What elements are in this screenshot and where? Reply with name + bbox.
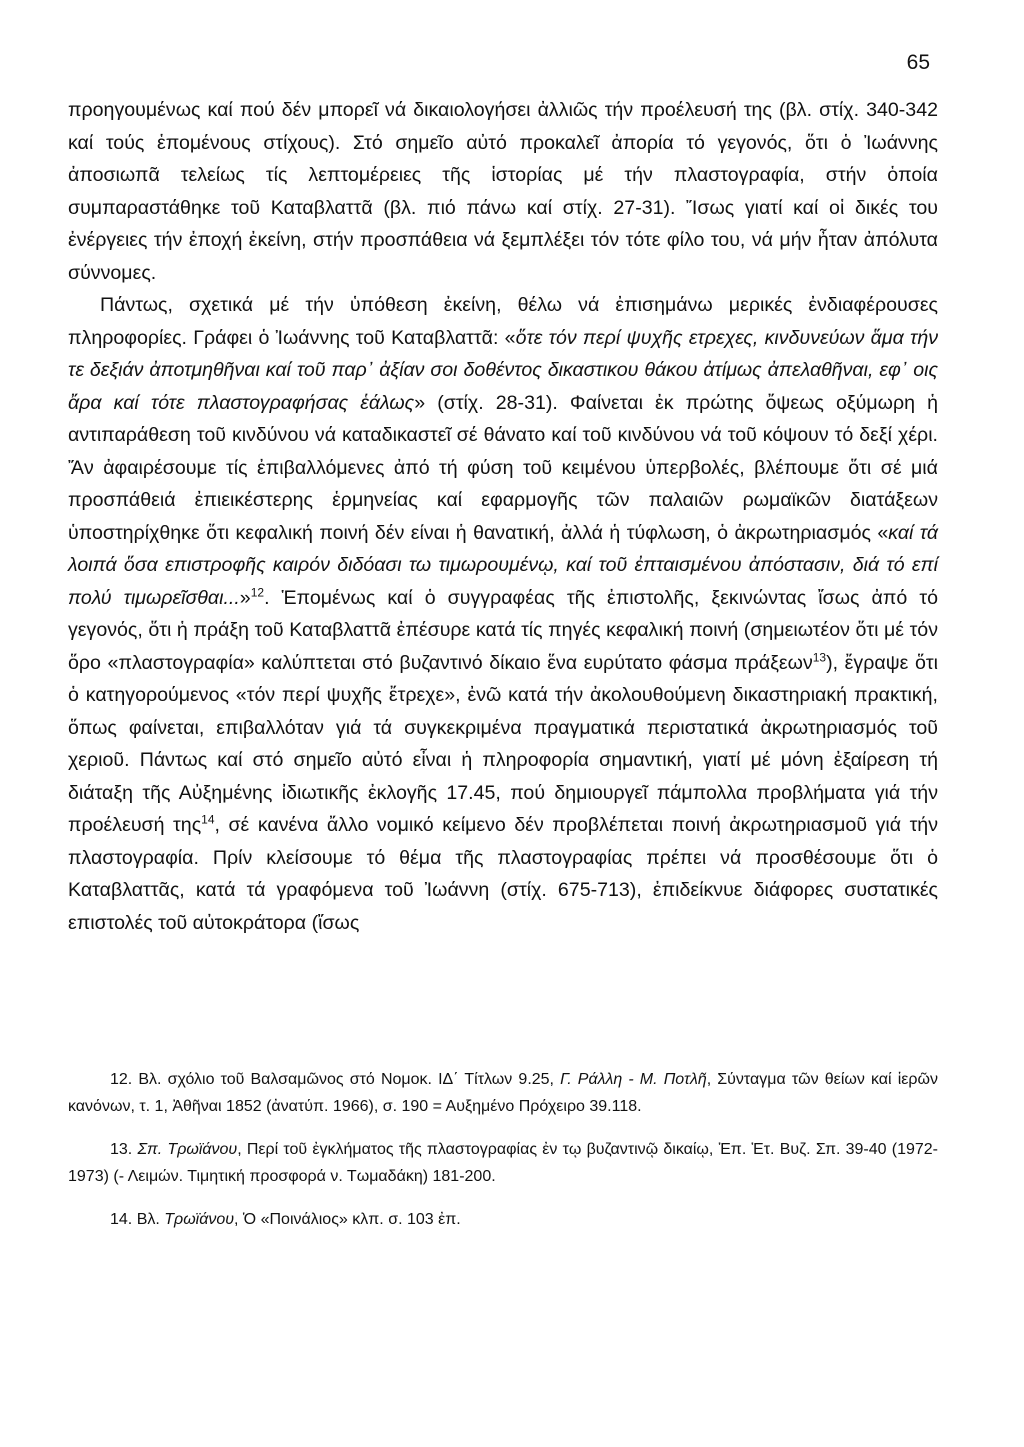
paragraph-1: προηγουμένως καί πού δέν μπορεῖ νά δικαιολογήσει ἀλλιῶς τήν προέλευσή της (βλ. στίχ. 340-342 καί τούς ἑπομένους στίχους). Στό σημεῖο αὐτό προκαλεῖ ἀπορία τό γεγονός, ὅτι ὁ Ἰωάννης ἀποσιωπᾶ τελείως τίς λεπτομέρειες τῆς ἱστορίας μέ τήν πλαστογραφία, στήν ὁποία συμπαραστάθηκε τοῦ Καταβλαττᾶ (βλ. πιό πάνω καί στίχ. 27-31). Ἴσως γιατί καί οἱ δικές του ἐνέργειες τήν ἐποχή ἐκείνη, στήν προσπάθεια νά ξεμπλέξει τόν τότε φίλο του, νά μήν ἦταν ἀπόλυτα σύννομες. bbox=[68, 99, 938, 284]
footnote-14 bbox=[68, 1206, 938, 1233]
paragraph-2-text-f: , σέ κανένα ἄλλο νομικό κείμενο δέν προβλέπεται ποινή ἀκρωτηριασμοῦ γιά τήν πλαστογραφία. Πρίν κλείσουμε τό θέμα τῆς πλαστογραφίας πρέπει νά προσθέσουμε ὅτι ὁ Καταβλαττᾶς, κατά τά γραφόμενα τοῦ Ἰωάννη (στίχ. 675-713), ἐπιδείκνυε διάφορες συστατικές επιστολές τοῦ αὐτοκράτορα (ἴσως bbox=[68, 814, 939, 934]
footnote-12-authors: Γ. Ράλλη - Μ. Ποτλῆ bbox=[560, 1071, 707, 1088]
footnote-ref-12: 12 bbox=[250, 584, 265, 599]
footnotes bbox=[68, 1066, 938, 1249]
body-text bbox=[68, 94, 938, 939]
paragraph-2-text-c: » bbox=[239, 586, 251, 609]
footnote-14-text-c: , Ὁ «Ποινάλιος» κλπ. σ. 103 ἐπ. bbox=[234, 1211, 461, 1228]
quotation-1: ὅτε τόν περί ψυχῆς ετρεχες, κινδυνεύων ἅμα τήν τε δεξιάν ἀποτμηθῆναι καί τοῦ παρ᾿ ἀξίαν σοι δοθέντος δικαστικου θάκου ἀτίμως ἀπελαθῆναι, εφ᾿ οις ἄρα καί τότε πλαστογραφήσας ἑάλως bbox=[68, 326, 938, 414]
quotation-2: καί τά λοιπά ὅσα επιστροφῆς καιρόν διδόασι τω τιμωρουμένῳ, καί τοῦ ἐπταισμένου ἀπόστασιν, διά τό επί πολύ τιμωρεῖσθαι... bbox=[68, 521, 938, 609]
paragraph-2 bbox=[68, 289, 938, 939]
paragraph-2-text-e: ), ἔγραψε ὅτι ὁ κατηγορούμενος «τόν περί ψυχῆς ἔτρεχε», ἐνῶ κατά τήν ἀκολουθούμενη δικαστηριακή πρακτική, ὅπως φαίνεται, επιβαλλόταν γιά τά συγκεκριμένα πραγματικά περιστατικά ἀκρωτηριασμός τοῦ χεριοῦ. Πάντως καί στό σημεῖο αὐτό εἶναι ἡ πληροφορία σημαντική, γιατί μέ μόνη ἐξαίρεση τή διάταξη τῆς Αὐξημένης ἰδιωτικῆς ἐκλογῆς 17.45, πού δημιουργεῖ πάμπολλα προβλήματα γιά τήν προέλευσή της bbox=[68, 651, 938, 836]
paragraph-2-text-d: . Ἑπομένως καί ὁ συγγραφέας τῆς ἐπιστολῆς, ξεκινώντας ἴσως ἀπό τό γεγονός, ὅτι ἡ πράξη τοῦ Καταβλαττᾶ ἐπέσυρε κατά τίς πηγές κεφαλική ποινή (σημειωτέον ὅτι μέ τόν ὅρο «πλαστογραφία» καλύπτεται στό βυζαντινό δίκαιο ἕνα ευρύτατο φάσμα πράξεων bbox=[68, 586, 939, 674]
footnote-12-text-c: , Σύνταγμα τῶν θείων καί ἱερῶν κανόνων, τ. 1, Ἀθῆναι 1852 (ἀνατύπ. 1966), σ. 190 = Αυξημένο Πρόχειρο 39.118. bbox=[68, 1071, 939, 1115]
footnote-12 bbox=[68, 1066, 938, 1120]
footnote-13 bbox=[68, 1136, 938, 1190]
paragraph-2-text-a: Πάντως, σχετικά μέ τήν ὑπόθεση ἐκείνη, θέλω νά ἐπισημάνω μερικές ἐνδιαφέρουσες πληροφορίες. Γράφει ὁ Ἰωάννης τοῦ Καταβλαττᾶ: « bbox=[68, 294, 938, 349]
footnote-12-text-a: 12. Βλ. σχόλιο τοῦ Βαλσαμῶνος στό Νομοκ. ΙΔ΄ Τίτλων 9.25, bbox=[110, 1071, 561, 1088]
footnote-14-text-a: 14. Βλ. bbox=[110, 1211, 165, 1228]
footnote-13-text-a: 13. bbox=[110, 1141, 138, 1158]
footnote-13-text-c: , Περί τοῦ ἐγκλήματος τῆς πλαστογραφίας ἐν τῳ βυζαντινῷ δικαίῳ, Ἐπ. Ἑτ. Βυζ. Σπ. 39-40 (1972-1973) (- Λειμών. Τιμητική προσφορά ν. Τωμαδάκη) 181-200. bbox=[68, 1141, 939, 1185]
paragraph-2-text-b: » (στίχ. 28-31). Φαίνεται ἐκ πρώτης ὄψεως οξύμωρη ἡ αντιπαράθεση τοῦ κινδύνου νά καταδικαστεῖ σέ θάνατο καί τοῦ κινδύνου νά τοῦ κόψουν τό δεξί χέρι. Ἄν ἀφαιρέσουμε τίς ἐπιβαλλόμενες ἀπό τή φύση τοῦ κειμένου ὑπερβολές, βλέπουμε ὅτι σέ μιά προσπάθειά ἐπιεικέστερης ἑρμηνείας καί εφαρμογῆς τῶν παλαιῶν ρωμαϊκῶν διατάξεων ὑποστηρίχθηκε ὅτι κεφαλική ποινή δέν είναι ἡ θανατική, ἀλλά ἡ τύφλωση, ὁ ἀκρωτηριασμός « bbox=[68, 391, 938, 544]
footnote-13-author: Σπ. Τρωϊάνου bbox=[137, 1141, 238, 1158]
footnote-ref-14: 14 bbox=[201, 812, 215, 827]
footnote-ref-13: 13 bbox=[812, 649, 827, 664]
footnote-14-author: Τρωϊάνου bbox=[164, 1211, 235, 1228]
page-number: 65 bbox=[906, 51, 930, 74]
